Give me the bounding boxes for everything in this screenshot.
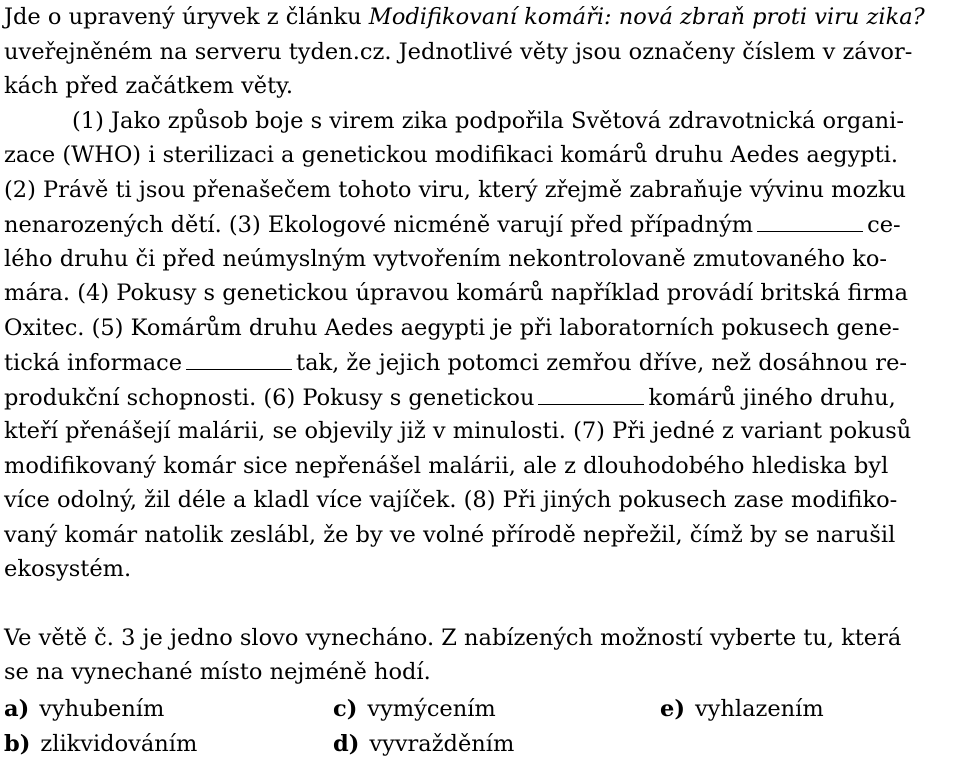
option-text: vyhubením bbox=[39, 695, 165, 722]
option-letter: d) bbox=[333, 730, 360, 757]
article-line-12: více odolný, žil déle a kladl více vajíček. (8) Při jiných pokusech zase modifiko- bbox=[4, 487, 898, 513]
option-text: vyhlazením bbox=[694, 695, 824, 722]
answer-options bbox=[4, 692, 966, 762]
article-text: tická informace bbox=[4, 350, 183, 376]
option-letter: a) bbox=[4, 695, 30, 722]
option-text: vymýcením bbox=[367, 695, 496, 722]
blank-gap bbox=[186, 345, 292, 370]
option-d[interactable] bbox=[333, 727, 514, 762]
article-text: tak, že jejich potomci zemřou dříve, než dosáhnou re- bbox=[296, 350, 907, 376]
article-text: produkční schopnosti. (6) Pokusy s genetickou bbox=[4, 384, 535, 411]
option-letter: e) bbox=[660, 695, 685, 722]
option-text: vyvražděním bbox=[369, 730, 515, 757]
blank-gap bbox=[538, 380, 644, 405]
blank-gap bbox=[757, 207, 863, 232]
article-title: Modifikovaní komáři: nová zbraň proti viru zika? bbox=[368, 4, 925, 30]
article-line-11: modifikovaný komár sice nepřenášel malárii, ale z dlouhodobého hlediska byl bbox=[4, 452, 889, 479]
intro-text: Jde o upravený úryvek z článku bbox=[4, 4, 369, 30]
option-letter: c) bbox=[333, 695, 358, 722]
option-c[interactable] bbox=[333, 692, 496, 727]
article-line-6: mára. (4) Pokusy s genetickou úpravou komárů například provádí britská firma bbox=[4, 280, 909, 306]
option-text: zlikvidováním bbox=[40, 730, 198, 757]
article-line-8 bbox=[4, 345, 966, 380]
question-line-2: se na vynechané místo nejméně hodí. bbox=[4, 659, 431, 685]
spacer bbox=[4, 587, 966, 621]
article-line-9 bbox=[4, 380, 966, 415]
intro-line-1 bbox=[4, 0, 966, 35]
option-b[interactable] bbox=[4, 727, 197, 762]
intro-line-3: kách před začátkem věty. bbox=[4, 73, 294, 99]
option-letter: b) bbox=[4, 730, 31, 757]
article-text: komárů jiného druhu, bbox=[648, 384, 896, 411]
article-line-5: lého druhu či před neúmyslným vytvořením nekontrolovaně zmutovaného ko- bbox=[4, 245, 888, 272]
document bbox=[4, 0, 966, 762]
option-e[interactable] bbox=[660, 692, 824, 727]
article-line-13: vaný komár natolik zeslábl, že by ve volné přírodě nepřežil, čímž by se narušil bbox=[4, 521, 896, 548]
option-a[interactable] bbox=[4, 692, 164, 727]
article-line-3: (2) Právě ti jsou přenašečem tohoto viru, který zřejmě zabraňuje vývinu mozku bbox=[4, 176, 906, 203]
question-line-1: Ve větě č. 3 je jedno slovo vynecháno. Z nabízených možností vyberte tu, která bbox=[4, 624, 902, 651]
intro-line-2: uveřejněném na serveru tyden.cz. Jednotlivé věty jsou označeny číslem v závor- bbox=[4, 38, 913, 65]
article-line-1: (1) Jako způsob boje s virem zika podpořila Světová zdravotnická organi- bbox=[72, 107, 904, 134]
article-text: ce- bbox=[867, 212, 901, 238]
article-line-7: Oxitec. (5) Komárům druhu Aedes aegypti je při laboratorních pokusech gene- bbox=[4, 314, 900, 341]
article-line-14: ekosystém. bbox=[4, 556, 132, 582]
article-line-4 bbox=[4, 207, 966, 242]
article-line-2: zace (WHO) i sterilizaci a genetickou modifikaci komárů druhu Aedes aegypti. bbox=[4, 142, 899, 168]
article-line-10: kteří přenášejí malárii, se objevily již v minulosti. (7) Při jedné z variant pokusů bbox=[4, 418, 912, 444]
article-text: nenarozených dětí. (3) Ekologové nicméně varují před případným bbox=[4, 212, 754, 238]
